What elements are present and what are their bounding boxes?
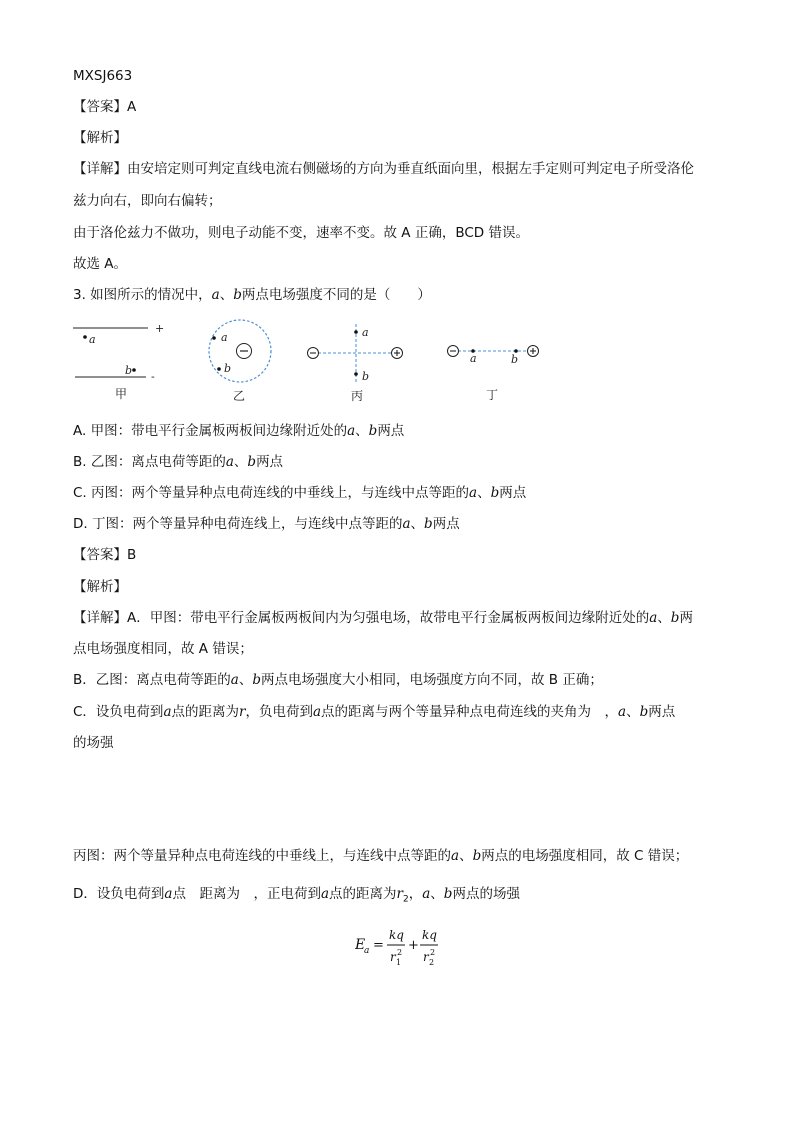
formula-den-2: r	[423, 950, 429, 964]
detail-line-3: 由于洛伦兹力不做功，则电子动能不变，速率不变。故 A 正确，BCD 错误。	[73, 225, 529, 241]
formula-num-2: kq	[422, 928, 437, 942]
detail-d-mid-1: 点 距离为 ，正电荷到	[172, 886, 321, 902]
detail-b-text: B．乙图：离点电荷等距的	[73, 672, 231, 688]
point-b-label: b	[511, 353, 519, 366]
detail-b-sep: 、	[238, 672, 253, 688]
question-prefix: 3. 如图所示的情况中，	[73, 287, 212, 303]
detail-c-point-a-3: a	[618, 704, 627, 720]
figure-ding	[442, 335, 547, 405]
point-b-label: b	[362, 370, 370, 383]
option-c	[73, 484, 526, 502]
option-c-point-b: b	[490, 485, 500, 501]
option-d-text: D. 丁图：两个等量异种电荷连线上，与连线中点等距的	[73, 516, 403, 532]
option-c-sep: 、	[477, 485, 491, 501]
figure-bing	[303, 320, 408, 405]
detail-d-mid-3: ，	[408, 886, 423, 902]
figure-yi	[200, 315, 280, 407]
detail-a-text: 【详解】A．甲图：带电平行金属板两板间内为匀强电场，故带电平行金属板两板间边缘附近处的	[73, 610, 650, 626]
point-b-dot	[132, 368, 136, 372]
formula-E: E	[355, 937, 366, 953]
point-a-dot	[212, 336, 216, 340]
document-code: MXSJ663	[73, 68, 133, 84]
point-a-label: a	[221, 331, 228, 344]
detail-d-r2-subscript: 2	[403, 894, 409, 905]
option-d-point-b: b	[424, 516, 433, 532]
detail-c-line-3	[73, 847, 688, 865]
detail-c-text: C．设负电荷到	[73, 704, 164, 720]
option-b-sep: 、	[233, 454, 248, 470]
choice-line-1: 故选 A。	[73, 256, 128, 272]
detail-c3-point-b: b	[472, 848, 482, 864]
option-d-post: 两点	[432, 516, 460, 532]
detail-b-line	[73, 671, 603, 689]
option-b	[73, 453, 283, 471]
question-3	[73, 286, 431, 304]
option-b-point-a: a	[225, 454, 234, 470]
option-a-text: A. 甲图：带电平行金属板两板间边缘附近处的	[73, 423, 348, 439]
detail-c-sep: 、	[626, 704, 640, 720]
formula-E-sub: a	[364, 946, 370, 956]
minus-sign: -	[151, 370, 155, 383]
detail-c3-sep: 、	[459, 848, 473, 864]
question-suffix: 两点电场强度不同的是（ ）	[241, 287, 431, 303]
option-d-point-a: a	[402, 516, 411, 532]
detail-a-line-2: 点电场强度相同，故 A 错误；	[73, 641, 253, 657]
detail-d-point-a-3: a	[422, 886, 431, 902]
figure-jia	[70, 318, 170, 406]
formula-den-1-sub: 1	[396, 958, 402, 967]
detail-c-point-a-1: a	[163, 704, 172, 720]
detail-b-post: 两点电场强度大小相同，电场强度方向不同，故 B 正确；	[260, 672, 603, 688]
point-a-label: a	[89, 333, 96, 346]
point-b-label: b	[224, 362, 232, 375]
detail-c-point-b: b	[639, 704, 649, 720]
detail-c3-text: 丙图：两个等量异种点电荷连线的中垂线上，与连线中点等距的	[73, 848, 451, 864]
detail-c-mid-1: 点的距离为	[171, 704, 239, 720]
plus-sign: +	[155, 322, 165, 335]
formula-plus: +	[408, 938, 419, 953]
answer-label-2: 【答案】B	[73, 547, 137, 563]
detail-b-point-a: a	[230, 672, 239, 688]
question-point-a: a	[211, 287, 220, 303]
caption-jia: 甲	[115, 387, 128, 401]
question-sep: 、	[219, 287, 234, 303]
detail-d-mid-2: 点的距离为	[329, 886, 397, 902]
detail-a-sep: 、	[657, 610, 671, 626]
option-a	[73, 422, 404, 440]
point-a-label: a	[470, 352, 477, 365]
detail-a-point-b: b	[670, 610, 680, 626]
detail-d-post: 两点的场强	[452, 886, 520, 902]
detail-d-point-a-2: a	[320, 886, 330, 902]
detail-line-1: 【详解】由安培定则可判定直线电流右侧磁场的方向为垂直纸面向里，根据左手定则可判定电子所受洛伦	[73, 161, 694, 177]
option-d-sep: 、	[410, 516, 425, 532]
option-c-text: C. 丙图：两个等量异种点电荷连线的中垂线上，与连线中点等距的	[73, 485, 470, 501]
field-strength-formula	[355, 925, 445, 970]
option-d	[73, 515, 460, 533]
detail-c3-post: 两点的电场强度相同，故 C 错误；	[481, 848, 689, 864]
option-c-point-a: a	[469, 485, 478, 501]
formula-den-2-sub: 2	[429, 958, 435, 967]
detail-c-mid-3: 点的距离与两个等量异种点电荷连线的夹角为 ，	[321, 704, 619, 720]
analysis-label-2: 【解析】	[73, 579, 127, 595]
detail-d-point-a-1: a	[164, 886, 173, 902]
detail-d-line	[73, 885, 520, 909]
option-c-post: 两点	[499, 485, 527, 501]
point-b-dot	[354, 372, 358, 376]
formula-den-2-sup: 2	[430, 948, 436, 957]
detail-b-point-b: b	[252, 672, 261, 688]
option-a-point-a: a	[347, 423, 356, 439]
formula-num-1: kq	[389, 928, 404, 942]
detail-d-sep: 、	[430, 886, 444, 902]
detail-d-r2: r	[396, 886, 403, 902]
option-b-text: B. 乙图：离点电荷等距的	[73, 454, 226, 470]
point-b-dot	[217, 367, 221, 371]
option-a-post: 两点	[377, 423, 405, 439]
detail-a-post: 两	[679, 610, 693, 626]
detail-c-line-2: 的场强	[73, 735, 114, 751]
option-a-sep: 、	[355, 423, 369, 439]
detail-d-text: D．设负电荷到	[73, 886, 165, 902]
formula-equals: =	[373, 938, 384, 953]
analysis-label-1: 【解析】	[73, 130, 127, 146]
caption-yi: 乙	[233, 389, 246, 403]
caption-bing: 丙	[351, 389, 364, 403]
detail-line-2: 兹力向右，即向右偏转；	[73, 193, 222, 209]
detail-a-point-a: a	[649, 610, 658, 626]
option-a-point-b: b	[368, 423, 378, 439]
question-point-b: b	[233, 287, 242, 303]
detail-a-line-1	[73, 609, 693, 627]
point-a-dot	[354, 330, 358, 334]
option-b-post: 两点	[256, 454, 284, 470]
point-a-label: a	[362, 326, 369, 339]
detail-c-r: r	[239, 704, 246, 720]
detail-c-line-1	[73, 703, 675, 721]
detail-c3-point-a: a	[451, 848, 460, 864]
formula-den-1-sup: 2	[397, 948, 403, 957]
caption-ding: 丁	[486, 388, 499, 402]
detail-d-point-b: b	[443, 886, 453, 902]
option-b-point-b: b	[247, 454, 257, 470]
detail-c-post: 两点	[648, 704, 676, 720]
point-b-label: b	[125, 364, 133, 377]
answer-label-1: 【答案】A	[73, 99, 137, 115]
detail-c-point-a-2: a	[312, 704, 322, 720]
detail-c-mid-2: ，负电荷到	[245, 704, 313, 720]
formula-den-1: r	[390, 950, 396, 964]
point-a-dot	[83, 335, 87, 339]
